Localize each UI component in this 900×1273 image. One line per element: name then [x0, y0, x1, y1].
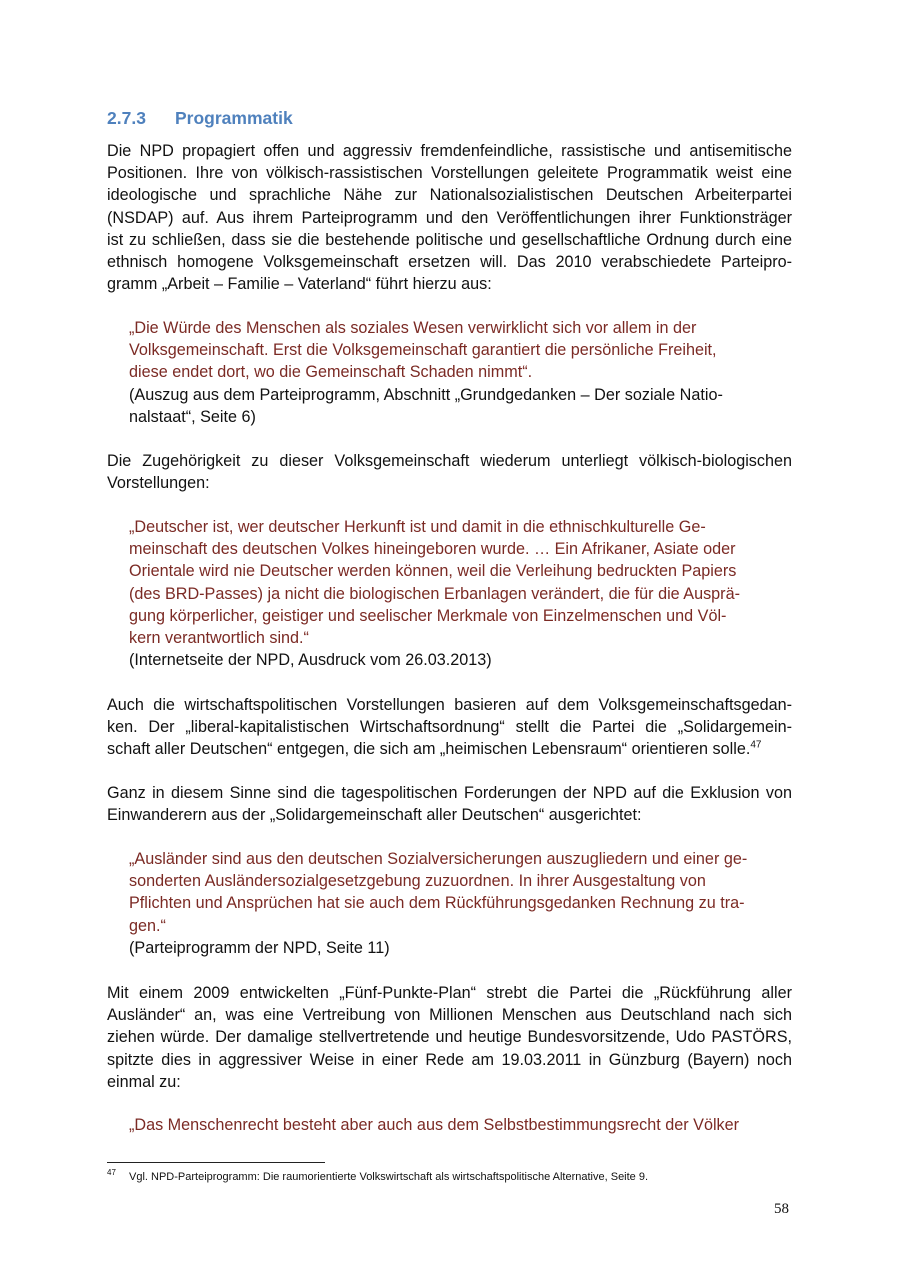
quote-line: Pflichten und Ansprüchen hat sie auch dem Rückführungsgedanken Rechnung zu tra- — [129, 894, 745, 913]
paragraph-3 — [107, 694, 792, 761]
quote-line: „Deutscher ist, wer deutscher Herkunft ist und damit in die ethnischkulturelle Ge- — [129, 518, 706, 536]
paragraph-line-with-footnote — [107, 738, 792, 760]
paragraph-line: Ganz in diesem Sinne sind die tagespolitischen Forderungen der NPD auf die Exklusion von — [107, 784, 792, 802]
paragraph-line: Vorstellungen: — [107, 474, 210, 493]
paragraph-line: Positionen. Ihre von völkisch-rassistischen Vorstellungen geleitete Programmatik weist eine — [107, 164, 792, 183]
quote-line: meinschaft des deutschen Volkes hineingeboren wurde. … Ein Afrikaner, Asiate oder — [129, 540, 736, 559]
paragraph-2 — [107, 450, 792, 494]
paragraph-1 — [107, 140, 792, 295]
quote-line: sonderten Ausländersozialgesetzgebung zuzuordnen. In ihrer Ausgestaltung von — [129, 872, 706, 891]
page-number: 58 — [774, 1201, 789, 1217]
quote-line: kern verantwortlich sind.“ — [129, 629, 309, 648]
quote-source: (Auszug aus dem Parteiprogramm, Abschnitt „Grundgedanken – Der soziale Natio- — [129, 385, 723, 404]
footnote-reference[interactable]: 47 — [750, 740, 762, 752]
section-title: Programmatik — [175, 108, 293, 128]
paragraph-line: Mit einem 2009 entwickelten „Fünf-Punkte-Plan“ strebt die Partei die „Rückführung aller — [107, 984, 792, 1002]
paragraph-4 — [107, 782, 792, 826]
paragraph-line: ist zu schließen, dass sie die bestehende politische und gesellschaftliche Ordnung durch eine — [107, 230, 792, 249]
footnote-text: Vgl. NPD-Parteiprogramm: Die raumorientierte Volkswirtschaft als wirtschaftspolitische Alternative, Seite 9. — [129, 1171, 649, 1183]
paragraph-line: ken. Der „liberal-kapitalistischen Wirtschaftsordnung“ stellt die Partei die „Solidargemein- — [107, 718, 792, 737]
paragraph-line: Ausländer“ an, was eine Vertreibung von Millionen Menschen aus Deutschland nach sich — [107, 1006, 792, 1025]
paragraph-line: einmal zu: — [107, 1072, 181, 1091]
quote-1 — [129, 317, 779, 428]
quote-4 — [129, 1114, 779, 1136]
quote-2 — [129, 516, 779, 671]
footnote-separator — [107, 1162, 325, 1163]
quote-line: Volksgemeinschaft. Erst die Volksgemeinschaft garantiert die persönliche Freiheit, — [129, 341, 717, 360]
quote-source: (Internetseite der NPD, Ausdruck vom 26.03.2013) — [129, 651, 492, 670]
paragraph-line: Einwanderern aus der „Solidargemeinschaft aller Deutschen“ ausgerichtet: — [107, 806, 642, 825]
paragraph-line: Auch die wirtschaftspolitischen Vorstellungen basieren auf dem Volksgemeinschaftsgedan- — [107, 696, 792, 714]
paragraph-line: Die NPD propagiert offen und aggressiv fremdenfeindliche, rassistische und antisemitische — [107, 142, 792, 160]
quote-line: „Die Würde des Menschen als soziales Wesen verwirklicht sich vor allem in der — [129, 319, 697, 337]
paragraph-text: schaft aller Deutschen“ entgegen, die sich am „heimischen Lebensraum“ orientieren solle. — [107, 740, 751, 759]
paragraph-line: gramm „Arbeit – Familie – Vaterland“ führt hierzu aus: — [107, 275, 492, 294]
paragraph-5 — [107, 982, 792, 1093]
paragraph-line: (NSDAP) auf. Aus ihrem Parteiprogramm und den Veröffentlichungen ihrer Funktionsträger — [107, 208, 792, 227]
quote-line: gen.“ — [129, 916, 166, 935]
quote-line: „Ausländer sind aus den deutschen Sozialversicherungen auszugliedern und einer ge- — [129, 850, 748, 868]
quote-line: (des BRD-Passes) ja nicht die biologischen Erbanlagen verändert, die für die Ausprä- — [129, 584, 740, 603]
footnote: 47 Vgl. NPD-Parteiprogramm: Die raumorientierte Volkswirtschaft als wirtschaftspolitische Alternative, Seite 9. — [107, 1168, 649, 1183]
quote-line: „Das Menschenrecht besteht aber auch aus dem Selbstbestimmungsrecht der Völker — [129, 1116, 740, 1134]
paragraph-line: ziehen würde. Der damalige stellvertretende und heutige Bundesvorsitzende, Udo PASTÖRS, — [107, 1028, 792, 1047]
paragraph-line: spitzte dies in aggressiver Weise in einer Rede am 19.03.2011 in Günzburg (Bayern) noch — [107, 1050, 792, 1069]
section-number: 2.7.3 — [107, 108, 146, 128]
section-heading — [107, 108, 293, 129]
paragraph-line: ethnisch homogene Volksgemeinschaft ersetzen will. Das 2010 verabschiedete Parteipro- — [107, 253, 792, 272]
quote-source: nalstaat“, Seite 6) — [129, 407, 256, 426]
quote-3 — [129, 848, 779, 959]
paragraph-line: ideologische und sprachliche Nähe zur Nationalsozialistischen Deutschen Arbeiterpartei — [107, 186, 792, 205]
quote-line: Orientale wird nie Deutscher werden können, weil die Verleihung bedruckten Papiers — [129, 562, 737, 581]
quote-line: gung körperlicher, geistiger und seelischer Merkmale von Einzelmenschen und Völ- — [129, 606, 727, 625]
quote-source: (Parteiprogramm der NPD, Seite 11) — [129, 938, 390, 957]
quote-line: diese endet dort, wo die Gemeinschaft Schaden nimmt“. — [129, 363, 533, 382]
paragraph-line: Die Zugehörigkeit zu dieser Volksgemeinschaft wiederum unterliegt völkisch-biologischen — [107, 452, 792, 470]
